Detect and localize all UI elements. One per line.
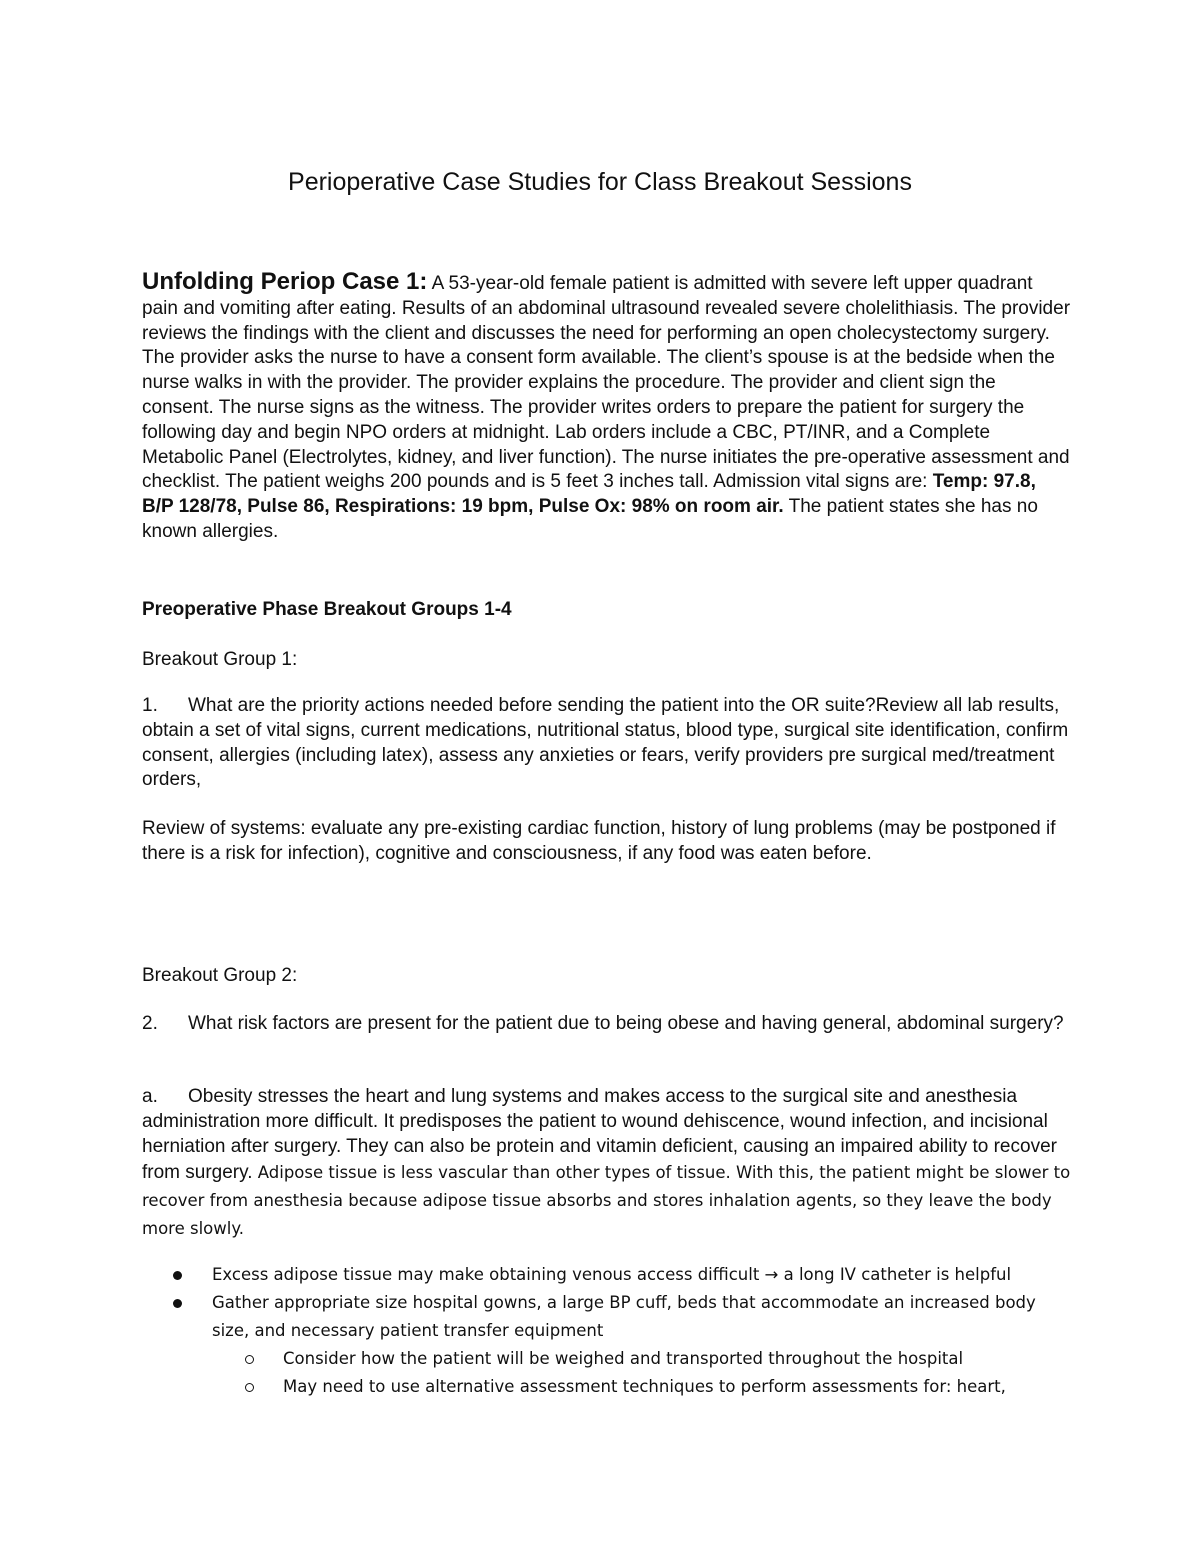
group1-question-number: 1. (142, 695, 158, 716)
group1-question-text: What are the priority actions needed before sending the patient into the OR suite?Review all lab results, obtain a set of vital signs, current medications, nutritional status, blood type, surgical site identification, confirm consent, allergies (including latex), assess any anxieties or fears, verify providers pre surgical med/treatment orders, (142, 695, 1069, 791)
page-title: Perioperative Case Studies for Class Breakout Sessions (288, 168, 912, 196)
list-item (142, 1373, 1072, 1401)
list-item-text: May need to use alternative assessment techniques to perform assessments for: heart, (283, 1377, 1006, 1396)
group1-question (142, 694, 1072, 793)
case-text-2: The patient states she has no known allergies. (142, 496, 1038, 542)
vital-signs: Temp: 97.8, B/P 128/78, Pulse 86, Respirations: 19 bpm, Pulse Ox: 98% on room air. (142, 471, 1036, 518)
group1-label: Breakout Group 1: (142, 649, 298, 670)
list-item (142, 1289, 1072, 1345)
group2-answer-number: a. (142, 1086, 158, 1107)
case-description (142, 270, 1072, 545)
group2-question (142, 1012, 1072, 1037)
group2-label: Breakout Group 2: (142, 965, 298, 986)
case-label-colon: : (419, 268, 428, 295)
group1-review-of-systems: Review of systems: evaluate any pre-existing cardiac function, history of lung problems (may be postponed if there is a risk for infection), cognitive and consciousness, if any food was eaten before. (142, 818, 1056, 864)
group2-answer-text: Obesity stresses the heart and lung systems and makes access to the surgical site and anesthesia administration more difficult. It predisposes the patient to wound dehiscence, wound infection, and incisional herniation after surgery. They can also be protein and vitamin deficient, causing an impaired ability to recover from surgery. (142, 1086, 1057, 1184)
case-label (142, 268, 427, 295)
list-item (142, 1261, 1072, 1289)
case-label-text: Unfolding Periop Case 1 (142, 268, 420, 295)
bullet-dot-icon (173, 1299, 182, 1308)
list-item-text: Excess adipose tissue may make obtaining venous access difficult → a long IV catheter is helpful (212, 1265, 1012, 1284)
group2-answer (142, 1085, 1072, 1243)
case-text-1: A 53-year-old female patient is admitted with severe left upper quadrant pain and vomiting after eating. Results of an abdominal ultrasound revealed severe cholelithiasis. The provider reviews the findings with the client and discusses the need for performing an open cholecystectomy surgery. The provider asks the nurse to have a consent form available. The client’s spouse is at the bedside when the nurse walks in with the provider. The provider explains the procedure. The provider and client sign the consent. The nurse signs as the witness. The provider writes orders to prepare the patient for surgery the following day and begin NPO orders at midnight. Lab orders include a CBC, PT/INR, and a Complete Metabolic Panel (Electrolytes, kidney, and liver function). The nurse initiates the pre-operative assessment and checklist. The patient weighs 200 pounds and is 5 feet 3 inches tall. Admission vital signs are: (142, 273, 1071, 493)
group2-answer-bold: Adipose tissue is less vascular than other types of tissue. With this, the patient might be slower to recover from anesthesia because adipose tissue absorbs and stores inhalation agents, so they leave the body more slowly. (142, 1163, 1071, 1239)
bullet-dot-icon (173, 1271, 182, 1280)
bullet-circle-icon (245, 1383, 254, 1392)
list-item-text: Consider how the patient will be weighed and transported throughout the hospital (283, 1349, 964, 1368)
group2-bullet-list (142, 1261, 1072, 1401)
bullet-circle-icon (245, 1355, 254, 1364)
list-item (142, 1345, 1072, 1373)
list-item-text: Gather appropriate size hospital gowns, a large BP cuff, beds that accommodate an increased body size, and necessary patient transfer equipment (212, 1293, 1036, 1340)
group2-question-number: 2. (142, 1013, 158, 1034)
group2-question-text: What risk factors are present for the patient due to being obese and having general, abdominal surgery? (188, 1013, 1064, 1034)
section-heading: Preoperative Phase Breakout Groups 1-4 (142, 599, 512, 620)
